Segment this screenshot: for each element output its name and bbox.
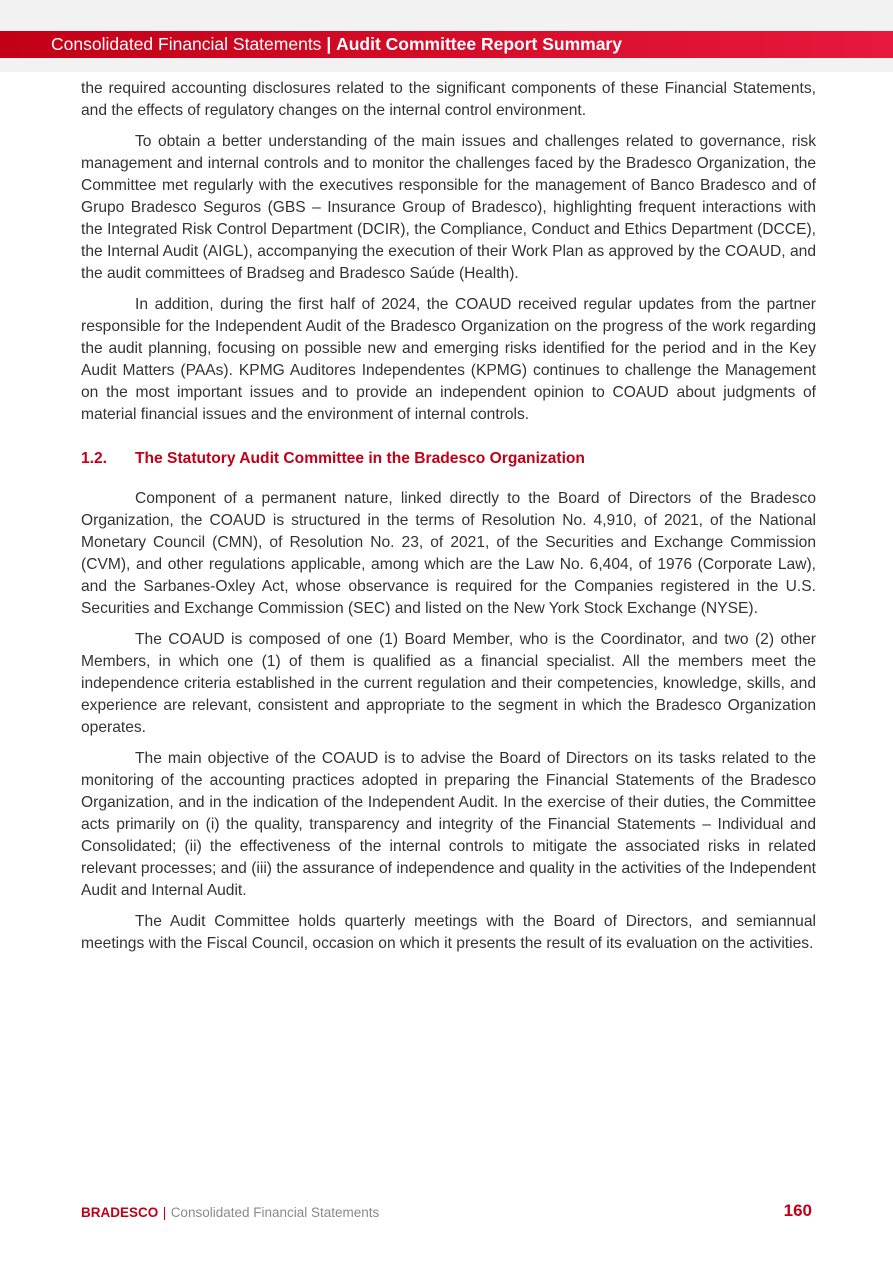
section-title: The Statutory Audit Committee in the Bradesco Organization (135, 450, 585, 467)
header-section: Consolidated Financial Statements (51, 34, 322, 54)
footer-subtitle: Consolidated Financial Statements (170, 1205, 380, 1220)
page-footer (81, 1201, 816, 1228)
footer-separator: | (162, 1205, 167, 1220)
paragraph: In addition, during the first half of 2024, the COAUD received regular updates from the partner responsible for the Independent Audit of the Bradesco Organization on the progress of the work regarding the audit planning, focusing on possible new and emerging risks identified for the period and in the Key Audit Matters (PAAs). KPMG Auditores Independentes (KPMG) continues to challenge the Management on the most important issues and to provide an independent opinion to COAUD about judgments of material financial issues and the environment of internal controls. (81, 296, 816, 423)
section-heading (81, 448, 816, 470)
paragraph: the required accounting disclosures related to the significant components of these Financial Statements, and the effects of regulatory changes on the internal control environment. (81, 80, 816, 119)
paragraph: The COAUD is composed of one (1) Board Member, who is the Coordinator, and two (2) other Members, in which one (1) of them is qualified as a financial specialist. All the members meet the independence criteria established in the current regulation and their competencies, knowledge, skills, and experience are relevant, consistent and appropriate to the segment in which the Bradesco Organization operates. (81, 631, 816, 736)
header-title: Audit Committee Report Summary (336, 34, 622, 54)
header-separator: | (326, 34, 332, 54)
header-band (0, 31, 893, 58)
page-body (81, 78, 816, 964)
paragraph: Component of a permanent nature, linked directly to the Board of Directors of the Bradesco Organization, the COAUD is structured in the terms of Resolution No. 4,910, of 2021, of the National Monetary Council (CMN), of Resolution No. 23, of 2021, of the Securities and Exchange Commission (CVM), and other regulations applicable, among which are the Law No. 6,404, of 1976 (Corporate Law), and the Sarbanes-Oxley Act, whose observance is required for the Companies registered in the U.S. Securities and Exchange Commission (SEC) and listed on the New York Stock Exchange (NYSE). (81, 490, 816, 617)
section-number: 1.2. (81, 450, 108, 467)
paragraph: The Audit Committee holds quarterly meetings with the Board of Directors, and semiannual meetings with the Fiscal Council, occasion on which it presents the result of its evaluation on the activities. (81, 913, 816, 952)
footer-brand: BRADESCO (81, 1205, 159, 1220)
paragraph: To obtain a better understanding of the main issues and challenges related to governance, risk management and internal controls and to monitor the challenges faced by the Bradesco Organization, the Committee met regularly with the executives responsible for the management of Banco Bradesco and of Grupo Bradesco Seguros (GBS – Insurance Group of Bradesco), highlighting frequent interactions with the Integrated Risk Control Department (DCIR), the Compliance, Conduct and Ethics Department (DCCE), the Internal Audit (AIGL), accompanying the execution of their Work Plan as approved by the COAUD, and the audit committees of Bradseg and Bradesco Saúde (Health). (81, 133, 816, 282)
page-number: 160 (783, 1201, 812, 1220)
paragraph: The main objective of the COAUD is to advise the Board of Directors on its tasks related to the monitoring of the accounting practices adopted in preparing the Financial Statements of the Bradesco Organization, and in the indication of the Independent Audit. In the exercise of their duties, the Committee acts primarily on (i) the quality, transparency and integrity of the Financial Statements – Individual and Consolidated; (ii) the effectiveness of the internal controls to mitigate the associated risks in related relevant processes; and (iii) the assurance of independence and quality in the activities of the Independent Audit and Internal Audit. (81, 750, 816, 899)
